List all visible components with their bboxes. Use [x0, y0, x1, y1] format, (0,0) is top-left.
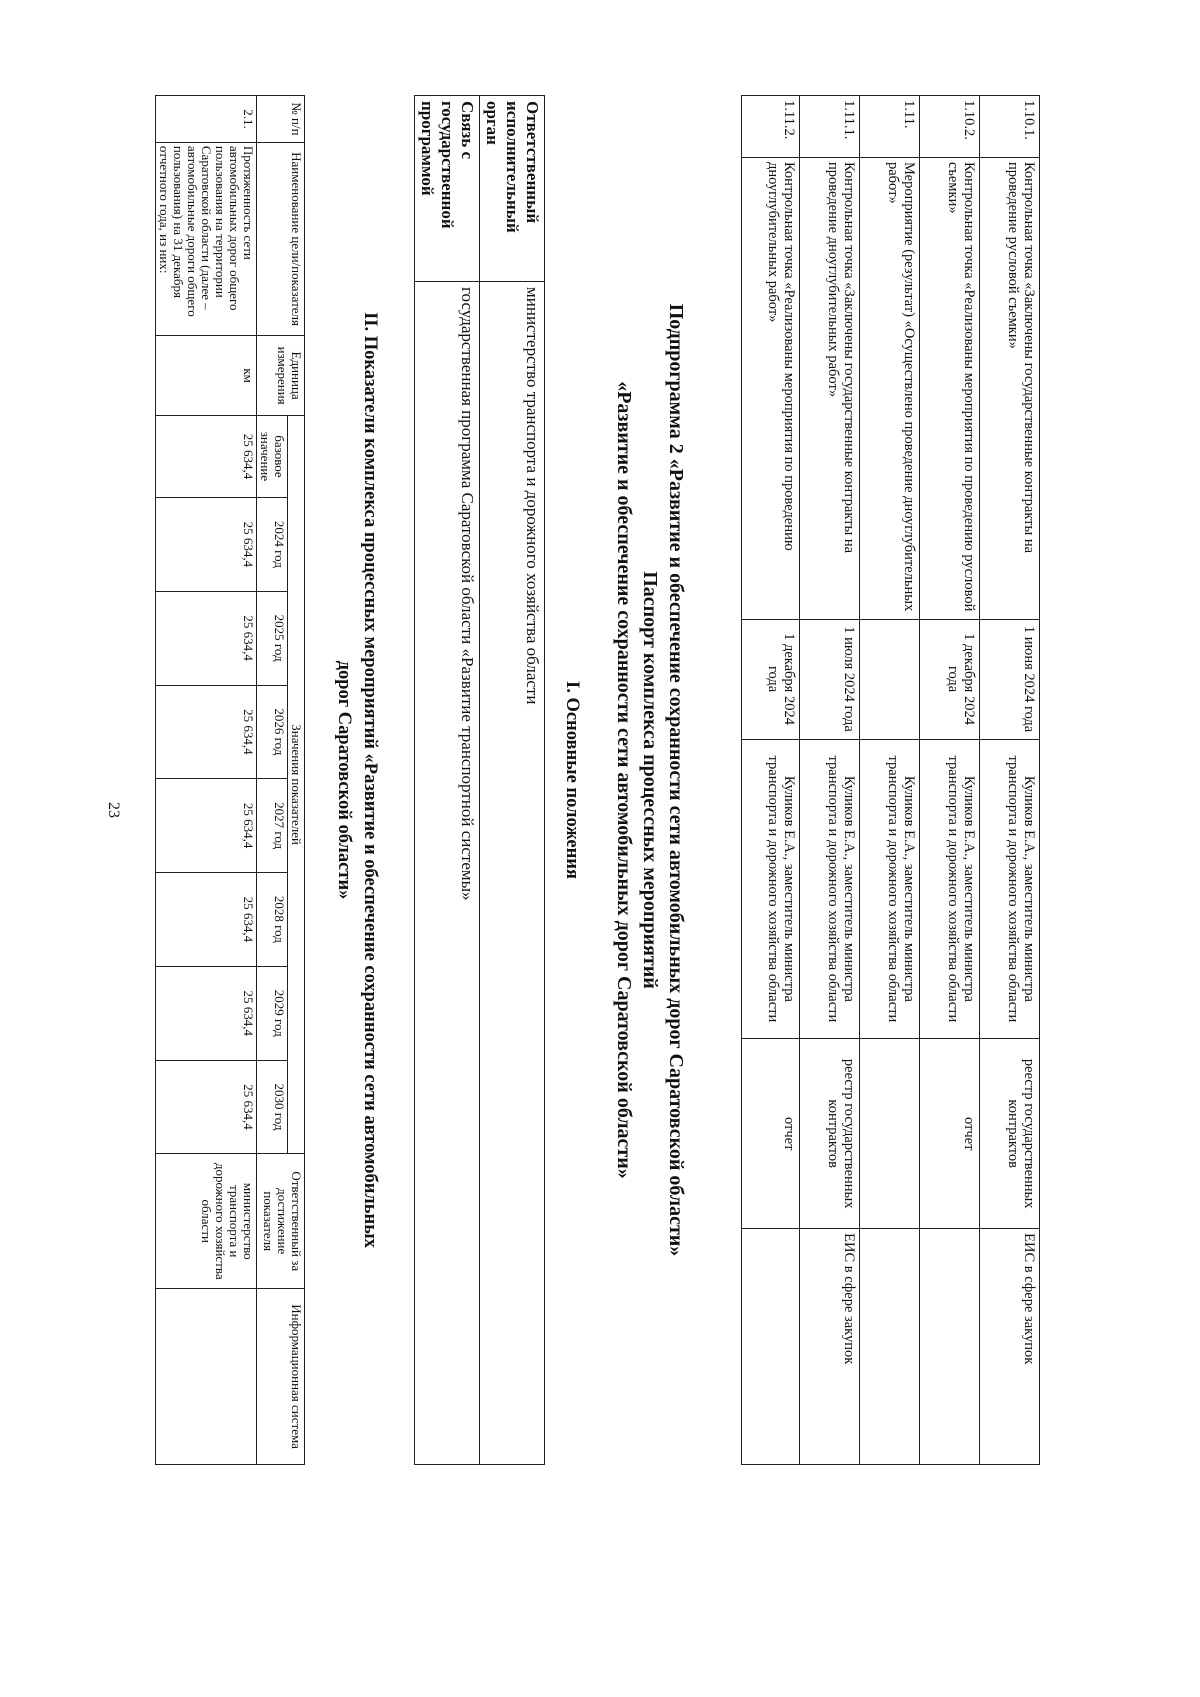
indicators-table [155, 95, 305, 1465]
control-row-name: Контрольная точка «Реализованы мероприятия по проведению дноуглубительных работ» [742, 157, 800, 619]
header-values-group: Значения показателей [288, 415, 305, 1153]
header-year: 2028 год [257, 873, 288, 967]
provision-row [415, 96, 480, 1465]
indicator-name: Протяженность сети автомобильных дорог общего пользования на территории Саратовской области (далее – автомобильные дороги общего пользования) на 31 декабря отчетного года, из них: [156, 142, 257, 335]
header-year: 2027 год [257, 779, 288, 873]
indicator-info-system [156, 1289, 257, 1465]
header-year: 2025 год [257, 591, 288, 685]
header-name: Наименование цели/показателя [257, 142, 305, 335]
header-year: 2026 год [257, 685, 288, 779]
provision-label: Связь с государственной программой [415, 96, 480, 282]
basic-provisions-table [414, 95, 545, 1465]
control-row-responsible: Куликов Е.А., заместитель министра транспорта и дорожного хозяйства области [980, 739, 1040, 1039]
page-number: 23 [105, 802, 122, 818]
control-row-num: 1.11.1. [800, 96, 860, 158]
control-row-date: 1 июня 2024 года [980, 619, 1040, 739]
control-row [800, 96, 860, 1465]
header-base: базовое значение [257, 415, 288, 497]
control-row-date [860, 619, 920, 739]
indicator-unit: км [156, 336, 257, 416]
indicator-num: 2.1. [156, 96, 257, 143]
header-num: № п/п [257, 96, 305, 143]
control-row-document: отчет [920, 1039, 980, 1229]
control-row [920, 96, 980, 1465]
control-row-name: Контрольная точка «Реализованы мероприятия по проведению русловой съемки» [920, 157, 980, 619]
control-row-responsible: Куликов Е.А., заместитель министра транспорта и дорожного хозяйства области [920, 739, 980, 1039]
header-year: 2030 год [257, 1060, 288, 1154]
control-row-name: Контрольная точка «Заключены государственные контракты на проведение дноуглубительных работ» [800, 157, 860, 619]
section-2-title-line1: II. Показатели комплекса процессных мероприятий «Развитие и обеспечение сохранности сети автомобильных [360, 312, 380, 1248]
section-1-title: I. Основные положения [562, 681, 582, 879]
control-row-document: реестр государственных контрактов [800, 1039, 860, 1229]
control-row-num: 1.10.2. [920, 96, 980, 158]
header-year: 2024 год [257, 497, 288, 591]
provision-value: государственная программа Саратовской области «Развитие транспортной системы» [415, 282, 480, 1465]
section-2-title-line2: дорог Саратовской области» [334, 660, 354, 900]
control-row-info-system [860, 1229, 920, 1465]
control-row-num: 1.11.2. [742, 96, 800, 158]
provision-row [480, 96, 545, 1465]
indicator-value: 25 634,4 [156, 497, 257, 591]
control-row-num: 1.11. [860, 96, 920, 158]
control-row-document: реестр государственных контрактов [980, 1039, 1040, 1229]
complex-title: «Развитие и обеспечение сохранности сети автомобильных дорог Саратовской области» [613, 381, 635, 1179]
header-year: 2029 год [257, 966, 288, 1060]
indicator-row [156, 96, 257, 1465]
control-row-info-system: ЕИС в сфере закупок [980, 1229, 1040, 1465]
indicator-value: 25 634,4 [156, 1060, 257, 1154]
control-row [980, 96, 1040, 1465]
indicator-responsible: министерство транспорта и дорожного хозяйства области [156, 1154, 257, 1289]
control-row-document: отчет [742, 1039, 800, 1229]
control-row-info-system [920, 1229, 980, 1465]
control-row-name: Контрольная точка «Заключены государственные контракты на проведение русловой съемки» [980, 157, 1040, 619]
control-row-date: 1 декабря 2024 года [742, 619, 800, 739]
control-row-document [860, 1039, 920, 1229]
indicator-value: 25 634,4 [156, 591, 257, 685]
header-info-system: Информационная система [257, 1289, 305, 1465]
rotated-page-content [157, 95, 1040, 1520]
control-row-date: 1 июля 2024 года [800, 619, 860, 739]
provision-label: Ответственный исполнительный орган [480, 96, 545, 282]
indicator-value: 25 634,4 [156, 966, 257, 1060]
control-row-info-system: ЕИС в сфере закупок [800, 1229, 860, 1465]
indicator-base: 25 634,4 [156, 415, 257, 497]
passport-title: Паспорт комплекса процессных мероприятий [639, 571, 661, 989]
control-row-responsible: Куликов Е.А., заместитель министра транспорта и дорожного хозяйства области [742, 739, 800, 1039]
control-row [860, 96, 920, 1465]
control-row-responsible: Куликов Е.А., заместитель министра транспорта и дорожного хозяйства области [800, 739, 860, 1039]
control-row-name: Мероприятие (результат) «Осуществлено проведение дноуглубительных работ» [860, 157, 920, 619]
indicator-value: 25 634,4 [156, 779, 257, 873]
control-row-info-system [742, 1229, 800, 1465]
control-points-table [741, 95, 1040, 1465]
provision-value: министерство транспорта и дорожного хозяйства области [480, 282, 545, 1465]
indicator-value: 25 634,4 [156, 873, 257, 967]
control-row-num: 1.10.1. [980, 96, 1040, 158]
control-row-responsible: Куликов Е.А., заместитель министра транспорта и дорожного хозяйства области [860, 739, 920, 1039]
subprogram-title: Подпрограмма 2 «Развитие и обеспечение сохранности сети автомобильных дорог Саратовской области» [665, 303, 687, 1257]
indicator-value: 25 634,4 [156, 685, 257, 779]
header-responsible: Ответственный за достижение показателя [257, 1154, 305, 1289]
control-row-date: 1 декабря 2024 года [920, 619, 980, 739]
control-row [742, 96, 800, 1465]
header-unit: Единица измерения [257, 336, 305, 416]
